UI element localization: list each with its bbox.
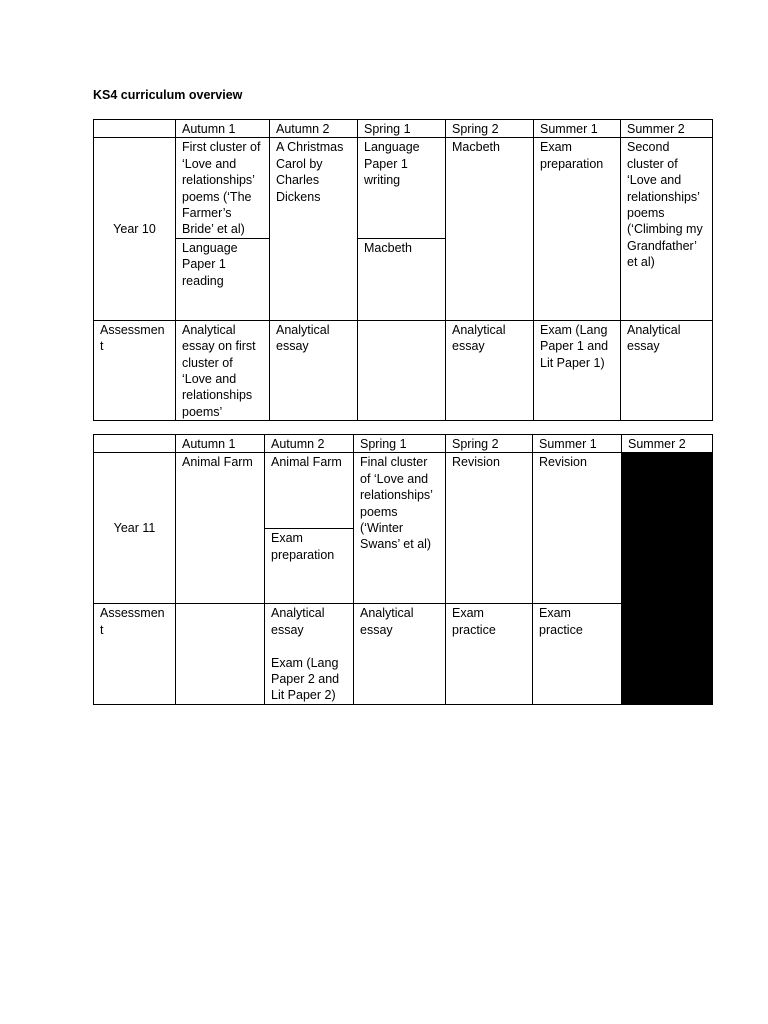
year10-spring2: Macbeth bbox=[446, 138, 534, 320]
row-label-year11: Year 11 bbox=[94, 453, 176, 604]
year10-summer1: Exam preparation bbox=[534, 138, 621, 320]
year11-summer1: Revision bbox=[533, 453, 622, 604]
year11-assessment-spring2: Exam practice bbox=[446, 604, 533, 704]
header-autumn1: Autumn 1 bbox=[176, 435, 265, 453]
year10-assessment-autumn1: Analytical essay on first cluster of ‘Love and relationships poems’ bbox=[176, 320, 270, 420]
year11-assessment-autumn1 bbox=[176, 604, 265, 704]
header-summer1: Summer 1 bbox=[534, 120, 621, 138]
document-title: KS4 curriculum overview bbox=[93, 88, 243, 102]
year10-assessment-summer1: Exam (Lang Paper 1 and Lit Paper 1) bbox=[534, 320, 621, 420]
header-autumn1: Autumn 1 bbox=[176, 120, 270, 138]
corner-cell bbox=[94, 120, 176, 138]
year10-assessment-spring1 bbox=[358, 320, 446, 420]
header-autumn2: Autumn 2 bbox=[265, 435, 354, 453]
year10-autumn2: A Christmas Carol by Charles Dickens bbox=[270, 138, 358, 320]
year11-assessment-autumn2: Analytical essay Exam (Lang Paper 2 and Lit Paper 2) bbox=[265, 604, 354, 704]
year11-assessment-spring1: Analytical essay bbox=[354, 604, 446, 704]
assessment-label-year11: Assessmen t bbox=[94, 604, 176, 704]
header-spring2: Spring 2 bbox=[446, 435, 533, 453]
year10-assessment-autumn2: Analytical essay bbox=[270, 320, 358, 420]
header-spring1: Spring 1 bbox=[354, 435, 446, 453]
corner-cell bbox=[94, 435, 176, 453]
header-autumn2: Autumn 2 bbox=[270, 120, 358, 138]
year10-table bbox=[93, 119, 713, 421]
year11-assessment-summer1: Exam practice bbox=[533, 604, 622, 704]
year11-autumn2-top: Animal Farm bbox=[265, 453, 354, 529]
year10-spring1-top: Language Paper 1 writing bbox=[358, 138, 446, 238]
header-summer2: Summer 2 bbox=[621, 120, 713, 138]
year10-autumn1-top: First cluster of ‘Love and relationships’ poems (‘The Farmer’s Bride’ et al) bbox=[176, 138, 270, 238]
assessment-label-year10: Assessmen t bbox=[94, 320, 176, 420]
year11-summer2-blocked bbox=[622, 453, 713, 704]
year11-spring1: Final cluster of ‘Love and relationships’ poems (‘Winter Swans’ et al) bbox=[354, 453, 446, 604]
year11-spring2: Revision bbox=[446, 453, 533, 604]
year10-summer2: Second cluster of ‘Love and relationships’ poems (‘Climbing my Grandfather’ et al) bbox=[621, 138, 713, 320]
header-summer1: Summer 1 bbox=[533, 435, 622, 453]
header-summer2: Summer 2 bbox=[622, 435, 713, 453]
year11-autumn1: Animal Farm bbox=[176, 453, 265, 604]
year10-assessment-summer2: Analytical essay bbox=[621, 320, 713, 420]
header-spring2: Spring 2 bbox=[446, 120, 534, 138]
year11-table bbox=[93, 434, 713, 705]
year10-autumn1-bottom: Language Paper 1 reading bbox=[176, 238, 270, 320]
header-spring1: Spring 1 bbox=[358, 120, 446, 138]
row-label-year10: Year 10 bbox=[94, 138, 176, 320]
year10-spring1-bottom: Macbeth bbox=[358, 238, 446, 320]
year11-autumn2-bottom: Exam preparation bbox=[265, 529, 354, 604]
year10-assessment-spring2: Analytical essay bbox=[446, 320, 534, 420]
